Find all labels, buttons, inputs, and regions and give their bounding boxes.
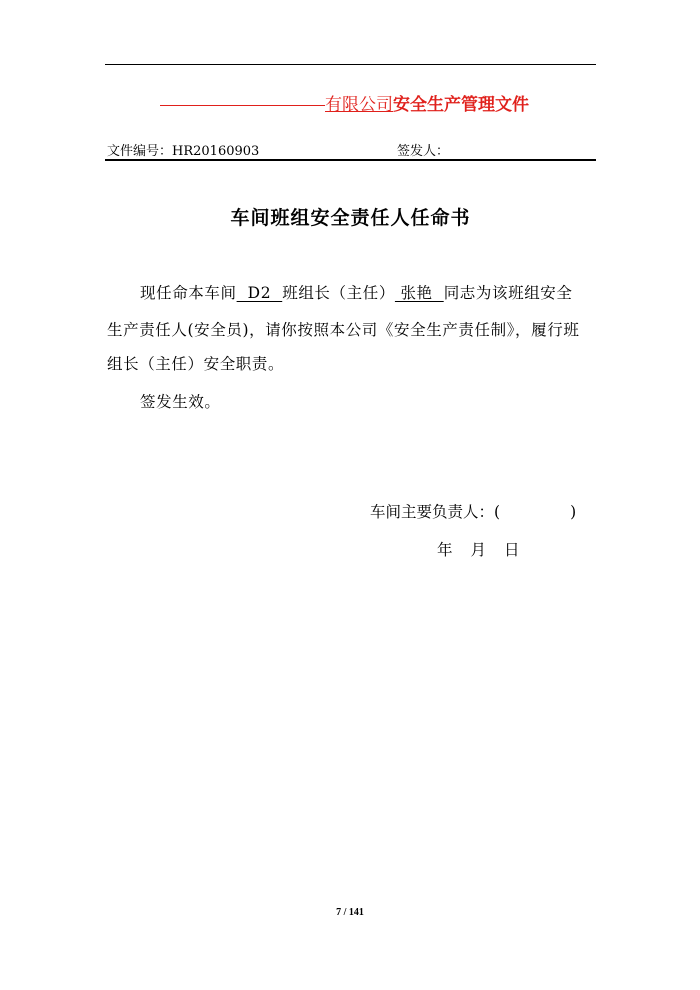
top-rule [105, 64, 596, 65]
company-name: 有限公司 [325, 95, 393, 115]
body-line-3: 组长（主任）安全职责。 [107, 355, 285, 373]
doc-number [107, 140, 259, 159]
body-line-1 [140, 281, 573, 303]
meta-row [107, 140, 595, 160]
meta-rule [105, 159, 596, 161]
workshop-field: D2 [236, 284, 283, 302]
company-name-blank [160, 105, 325, 106]
document-title: 车间班组安全责任人任命书 [230, 207, 471, 229]
signature-label: 车间主要负责人：( [370, 503, 501, 521]
signature-row [370, 500, 576, 522]
page-number: 7 / 141 [336, 907, 364, 918]
date-row [437, 538, 520, 560]
appointee-field: 张艳 [394, 284, 444, 302]
body-line-4: 签发生效。 [140, 393, 221, 411]
doc-number-value: HR20160903 [172, 144, 260, 159]
line1-mid: 班组长（主任） [282, 284, 395, 302]
signer-label: 签发人： [397, 144, 450, 159]
date-day: 日 [504, 541, 520, 559]
doc-type: 安全生产管理文件 [393, 95, 529, 115]
signature-close: ) [570, 503, 577, 521]
line1-suffix: 同志为该班组安全 [443, 284, 573, 302]
company-header [160, 90, 600, 115]
date-month: 月 [470, 541, 487, 559]
doc-number-label: 文件编号： [107, 144, 173, 159]
body-line-2: 生产责任人(安全员)，请你按照本公司《安全生产责任制》，履行班 [107, 321, 580, 339]
date-year: 年 [437, 541, 453, 559]
line1-prefix: 现任命本车间 [140, 284, 237, 302]
